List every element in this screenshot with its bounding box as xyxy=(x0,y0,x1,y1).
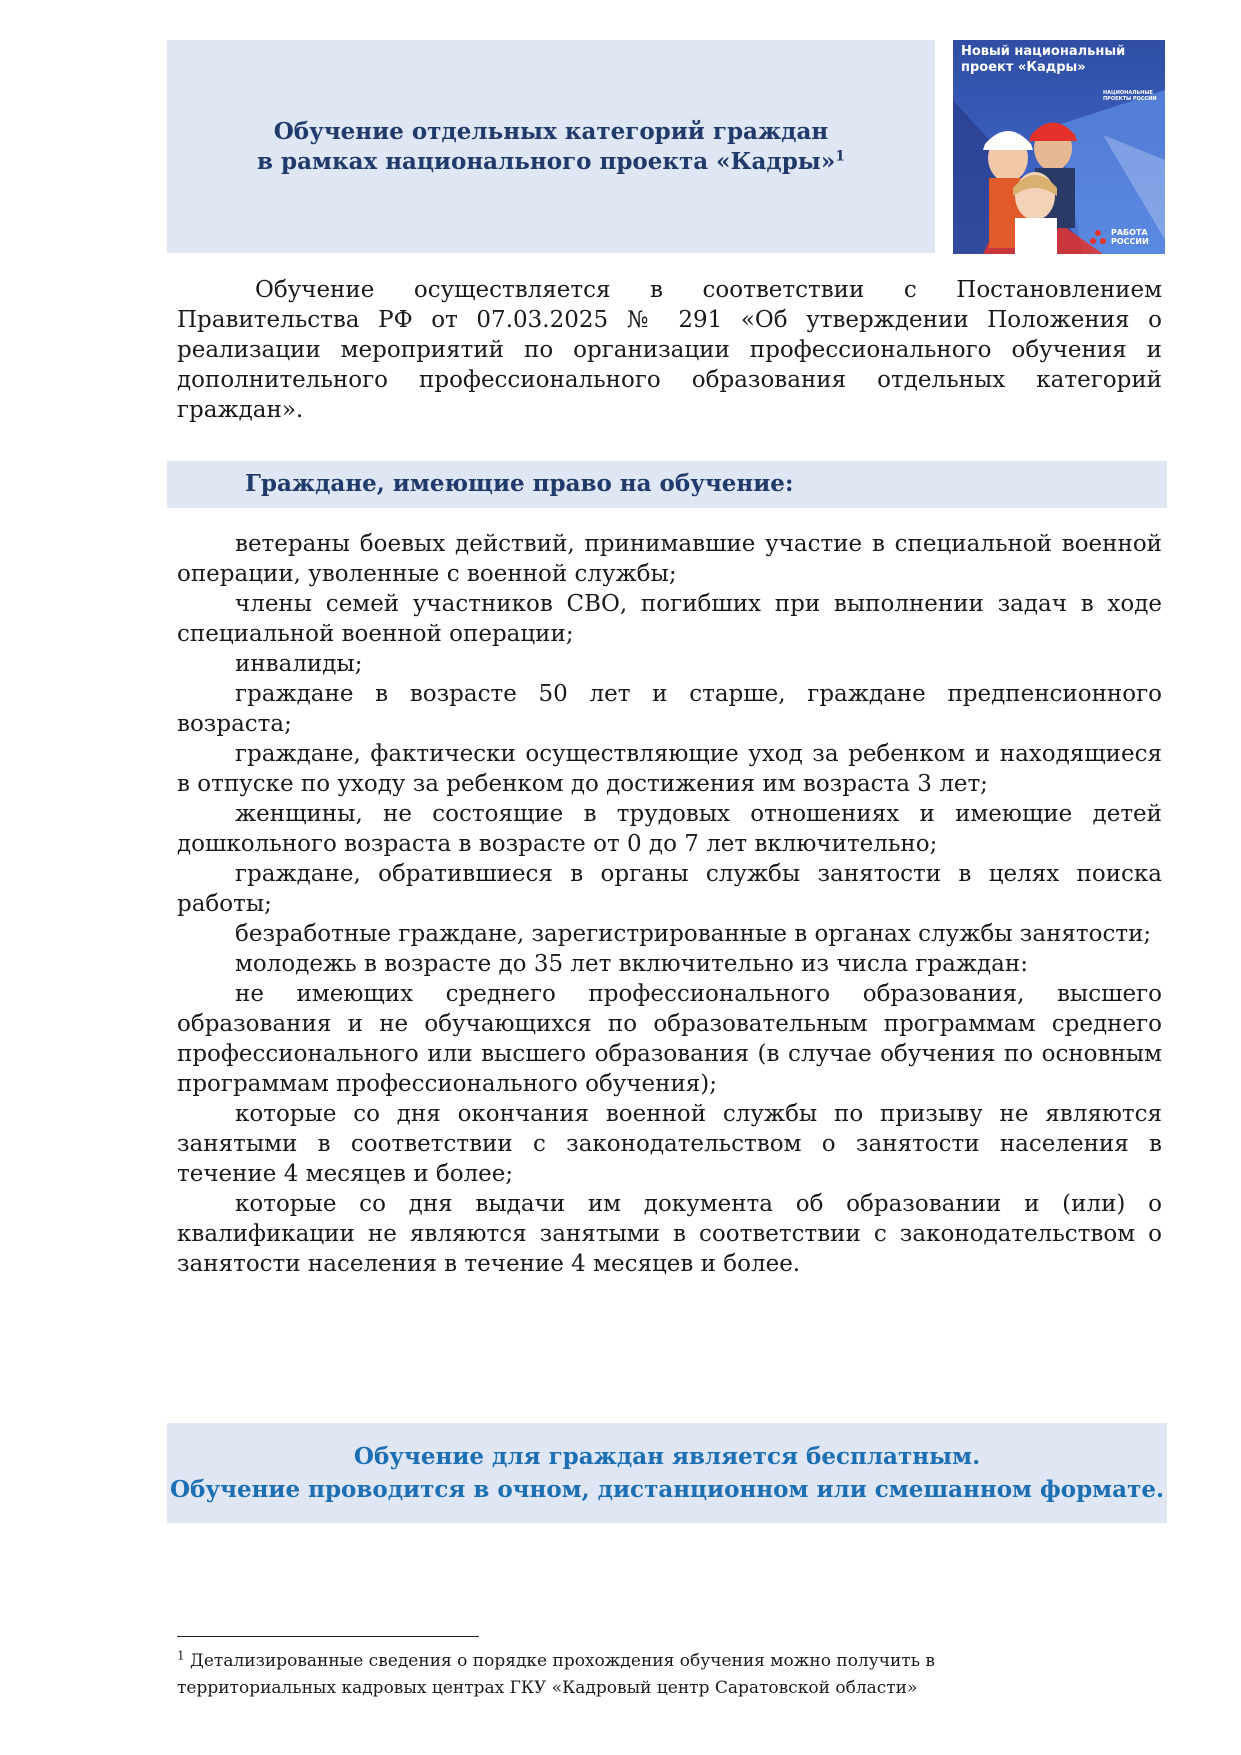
footnote-reference[interactable]: 1 xyxy=(835,147,845,164)
national-projects-badge: НАЦИОНАЛЬНЫЕ ПРОЕКТЫ РОССИИ xyxy=(1103,90,1157,102)
list-item: члены семей участников СВО, погибших при выполнении задач в ходе специальной военной операции; xyxy=(177,591,1162,647)
eligible-heading-bar xyxy=(167,461,1167,508)
footnote xyxy=(177,1648,1097,1702)
page-title xyxy=(257,117,845,177)
notice-box xyxy=(167,1423,1167,1523)
footnote-text: Детализированные сведения о порядке прохождения обучения можно получить в территориальных кадровых центрах ГКУ «Кадровый центр Саратовской области» xyxy=(177,1651,935,1698)
list-item: не имеющих среднего профессионального образования, высшего образования и не обучающихся по образовательным программам среднего профессионального или высшего образования (в случае обучения по основным программам профессионального обучения); xyxy=(177,981,1162,1097)
footnote-number: 1 xyxy=(177,1648,185,1663)
page-title-line-1: Обучение отдельных категорий граждан xyxy=(273,117,829,145)
list-item: безработные граждане, зарегистрированные в органах службы занятости; xyxy=(235,921,1152,947)
intro-paragraph: Обучение осуществляется в соответствии с Постановлением Правительства РФ от 07.03.2025 № 291 «Об утверждении Положения о реализации мероприятий по организации профессионального обучения и дополнительного профессионального образования отдельных категорий граждан». xyxy=(177,277,1162,423)
kadry-project-poster xyxy=(953,40,1165,254)
rabota-rossii-logo xyxy=(1089,228,1155,246)
list-item: граждане, обратившиеся в органы службы занятости в целях поиска работы; xyxy=(177,861,1162,917)
eligible-heading: Граждане, имеющие право на обучение: xyxy=(245,470,794,497)
notice-free: Обучение для граждан является бесплатным. xyxy=(353,1443,981,1470)
page-title-line-2: в рамках национального проекта «Кадры» xyxy=(257,147,836,175)
notice-format: Обучение проводится в очном, дистанционном или смешанном формате. xyxy=(170,1476,1164,1503)
footnote-divider xyxy=(177,1636,479,1637)
rabota-rossii-logo-icon xyxy=(1089,228,1107,246)
poster-title: Новый национальный проект «Кадры» xyxy=(961,44,1126,75)
list-item: молодежь в возрасте до 35 лет включительно из числа граждан: xyxy=(235,951,1028,977)
list-item: инвалиды; xyxy=(235,651,363,677)
list-item: которые со дня выдачи им документа об образовании и (или) о квалификации не являются занятыми в соответствии с законодательством о занятости населения в течение 4 месяцев и более. xyxy=(177,1191,1162,1277)
list-item: граждане, фактически осуществляющие уход за ребенком и находящиеся в отпуске по уходу за ребенком до достижения им возраста 3 лет; xyxy=(177,741,1162,797)
list-item: граждане в возрасте 50 лет и старше, граждане предпенсионного возраста; xyxy=(177,681,1162,737)
list-item: ветераны боевых действий, принимавшие участие в специальной военной операции, уволенные с военной службы; xyxy=(177,531,1162,587)
header-banner xyxy=(167,40,935,253)
eligible-list xyxy=(177,529,1162,1279)
poster-logo-text: РАБОТА РОССИИ xyxy=(1111,228,1149,246)
list-item: которые со дня окончания военной службы по призыву не являются занятыми в соответствии с законодательством о занятости населения в течение 4 месяцев и более; xyxy=(177,1101,1162,1187)
list-item: женщины, не состоящие в трудовых отношениях и имеющие детей дошкольного возраста в возрасте от 0 до 7 лет включительно; xyxy=(177,801,1162,857)
